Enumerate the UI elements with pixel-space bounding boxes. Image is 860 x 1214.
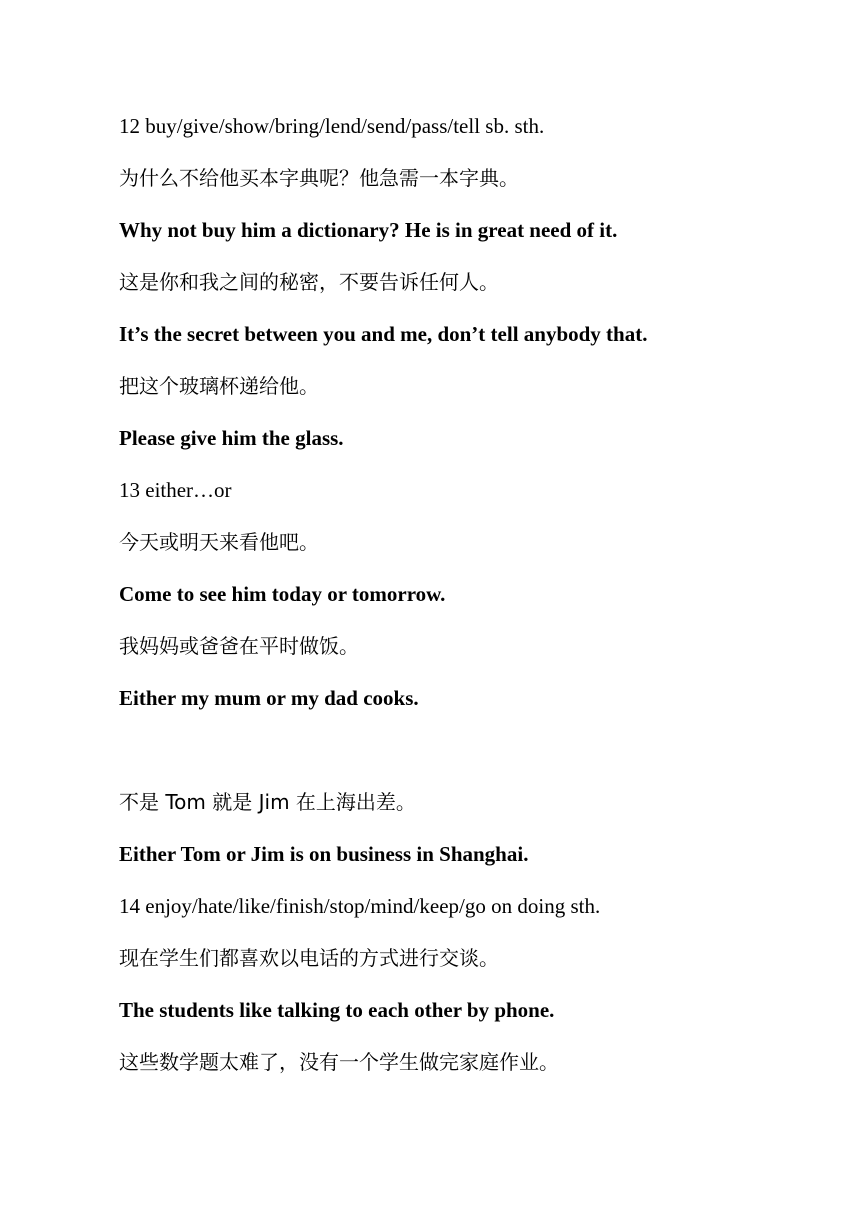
- chinese-sentence: 把这个玻璃杯递给他。: [119, 374, 319, 398]
- section-heading-12: 12 buy/give/show/bring/lend/send/pass/tell sb. sth.: [119, 114, 545, 138]
- chinese-sentence: 这些数学题太难了，没有一个学生做完家庭作业。: [119, 1050, 559, 1074]
- english-translation: The students like talking to each other by phone.: [119, 998, 555, 1022]
- english-translation: Come to see him today or tomorrow.: [119, 582, 446, 606]
- document-page: [119, 106, 819, 1094]
- chinese-sentence: 这是你和我之间的秘密，不要告诉任何人。: [119, 270, 499, 294]
- english-translation: Either my mum or my dad cooks.: [119, 686, 419, 710]
- english-translation: Please give him the glass.: [119, 426, 344, 450]
- english-translation: It’s the secret between you and me, don’t tell anybody that.: [119, 322, 648, 346]
- chinese-sentence: 现在学生们都喜欢以电话的方式进行交谈。: [119, 946, 499, 970]
- section-heading-13: 13 either…or: [119, 478, 232, 502]
- chinese-sentence: 为什么不给他买本字典呢？他急需一本字典。: [119, 166, 519, 190]
- section-heading-14: 14 enjoy/hate/like/finish/stop/mind/keep/go on doing sth.: [119, 894, 601, 918]
- english-translation: Either Tom or Jim is on business in Shanghai.: [119, 842, 529, 866]
- chinese-sentence: 不是 Tom 就是 Jim 在上海出差。: [119, 790, 416, 814]
- chinese-sentence: 我妈妈或爸爸在平时做饭。: [119, 634, 359, 658]
- english-translation: Why not buy him a dictionary? He is in great need of it.: [119, 218, 618, 242]
- blank-line: [119, 730, 819, 782]
- chinese-sentence: 今天或明天来看他吧。: [119, 530, 319, 554]
